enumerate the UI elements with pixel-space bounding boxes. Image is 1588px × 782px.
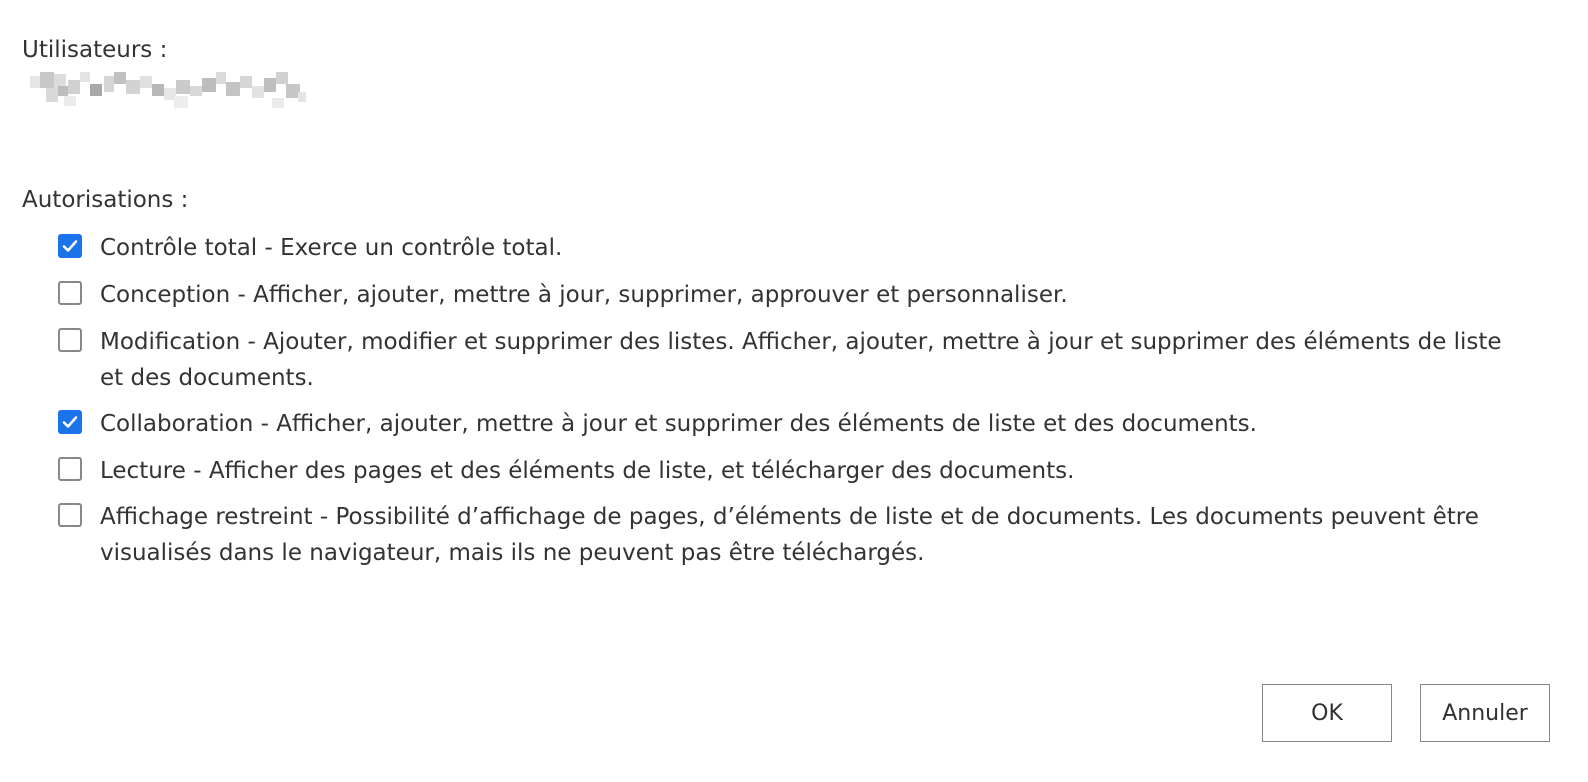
permission-restricted-view[interactable]	[58, 499, 1518, 571]
checkbox-read[interactable]	[58, 457, 82, 481]
permissions-label: Autorisations :	[22, 187, 189, 213]
checkmark-icon	[62, 414, 78, 430]
dialog-buttons	[1262, 684, 1550, 742]
checkbox-design[interactable]	[58, 281, 82, 305]
checkmark-icon	[62, 238, 78, 254]
users-value-redacted	[28, 70, 308, 112]
permission-read[interactable]	[58, 453, 1518, 489]
permissions-list	[58, 230, 1518, 571]
checkbox-edit[interactable]	[58, 328, 82, 352]
permission-design[interactable]	[58, 277, 1518, 313]
permission-label: Lecture - Afficher des pages et des éléments de liste, et télécharger des documents.	[100, 458, 1075, 484]
permission-label: Contrôle total - Exerce un contrôle total.	[100, 235, 563, 261]
checkbox-restricted-view[interactable]	[58, 503, 82, 527]
permission-contribute[interactable]	[58, 406, 1518, 442]
permission-edit[interactable]	[58, 324, 1518, 396]
permission-full-control[interactable]	[58, 230, 1518, 266]
ok-button[interactable]: OK	[1262, 684, 1392, 742]
permission-label: Conception - Afficher, ajouter, mettre à jour, supprimer, approuver et personnaliser.	[100, 282, 1068, 308]
permission-label: Modification - Ajouter, modifier et supprimer des listes. Afficher, ajouter, mettre à jour et supprimer des éléments de liste et des documents.	[100, 329, 1502, 391]
permission-label: Collaboration - Afficher, ajouter, mettre à jour et supprimer des éléments de liste et des documents.	[100, 411, 1257, 437]
checkbox-full-control[interactable]	[58, 234, 82, 258]
users-label: Utilisateurs :	[22, 37, 168, 63]
permission-label: Affichage restreint - Possibilité d’affichage de pages, d’éléments de liste et de documents. Les documents peuvent être visualisés dans le navigateur, mais ils ne peuvent pas être téléchargés.	[100, 504, 1479, 566]
checkbox-contribute[interactable]	[58, 410, 82, 434]
cancel-button[interactable]: Annuler	[1420, 684, 1550, 742]
